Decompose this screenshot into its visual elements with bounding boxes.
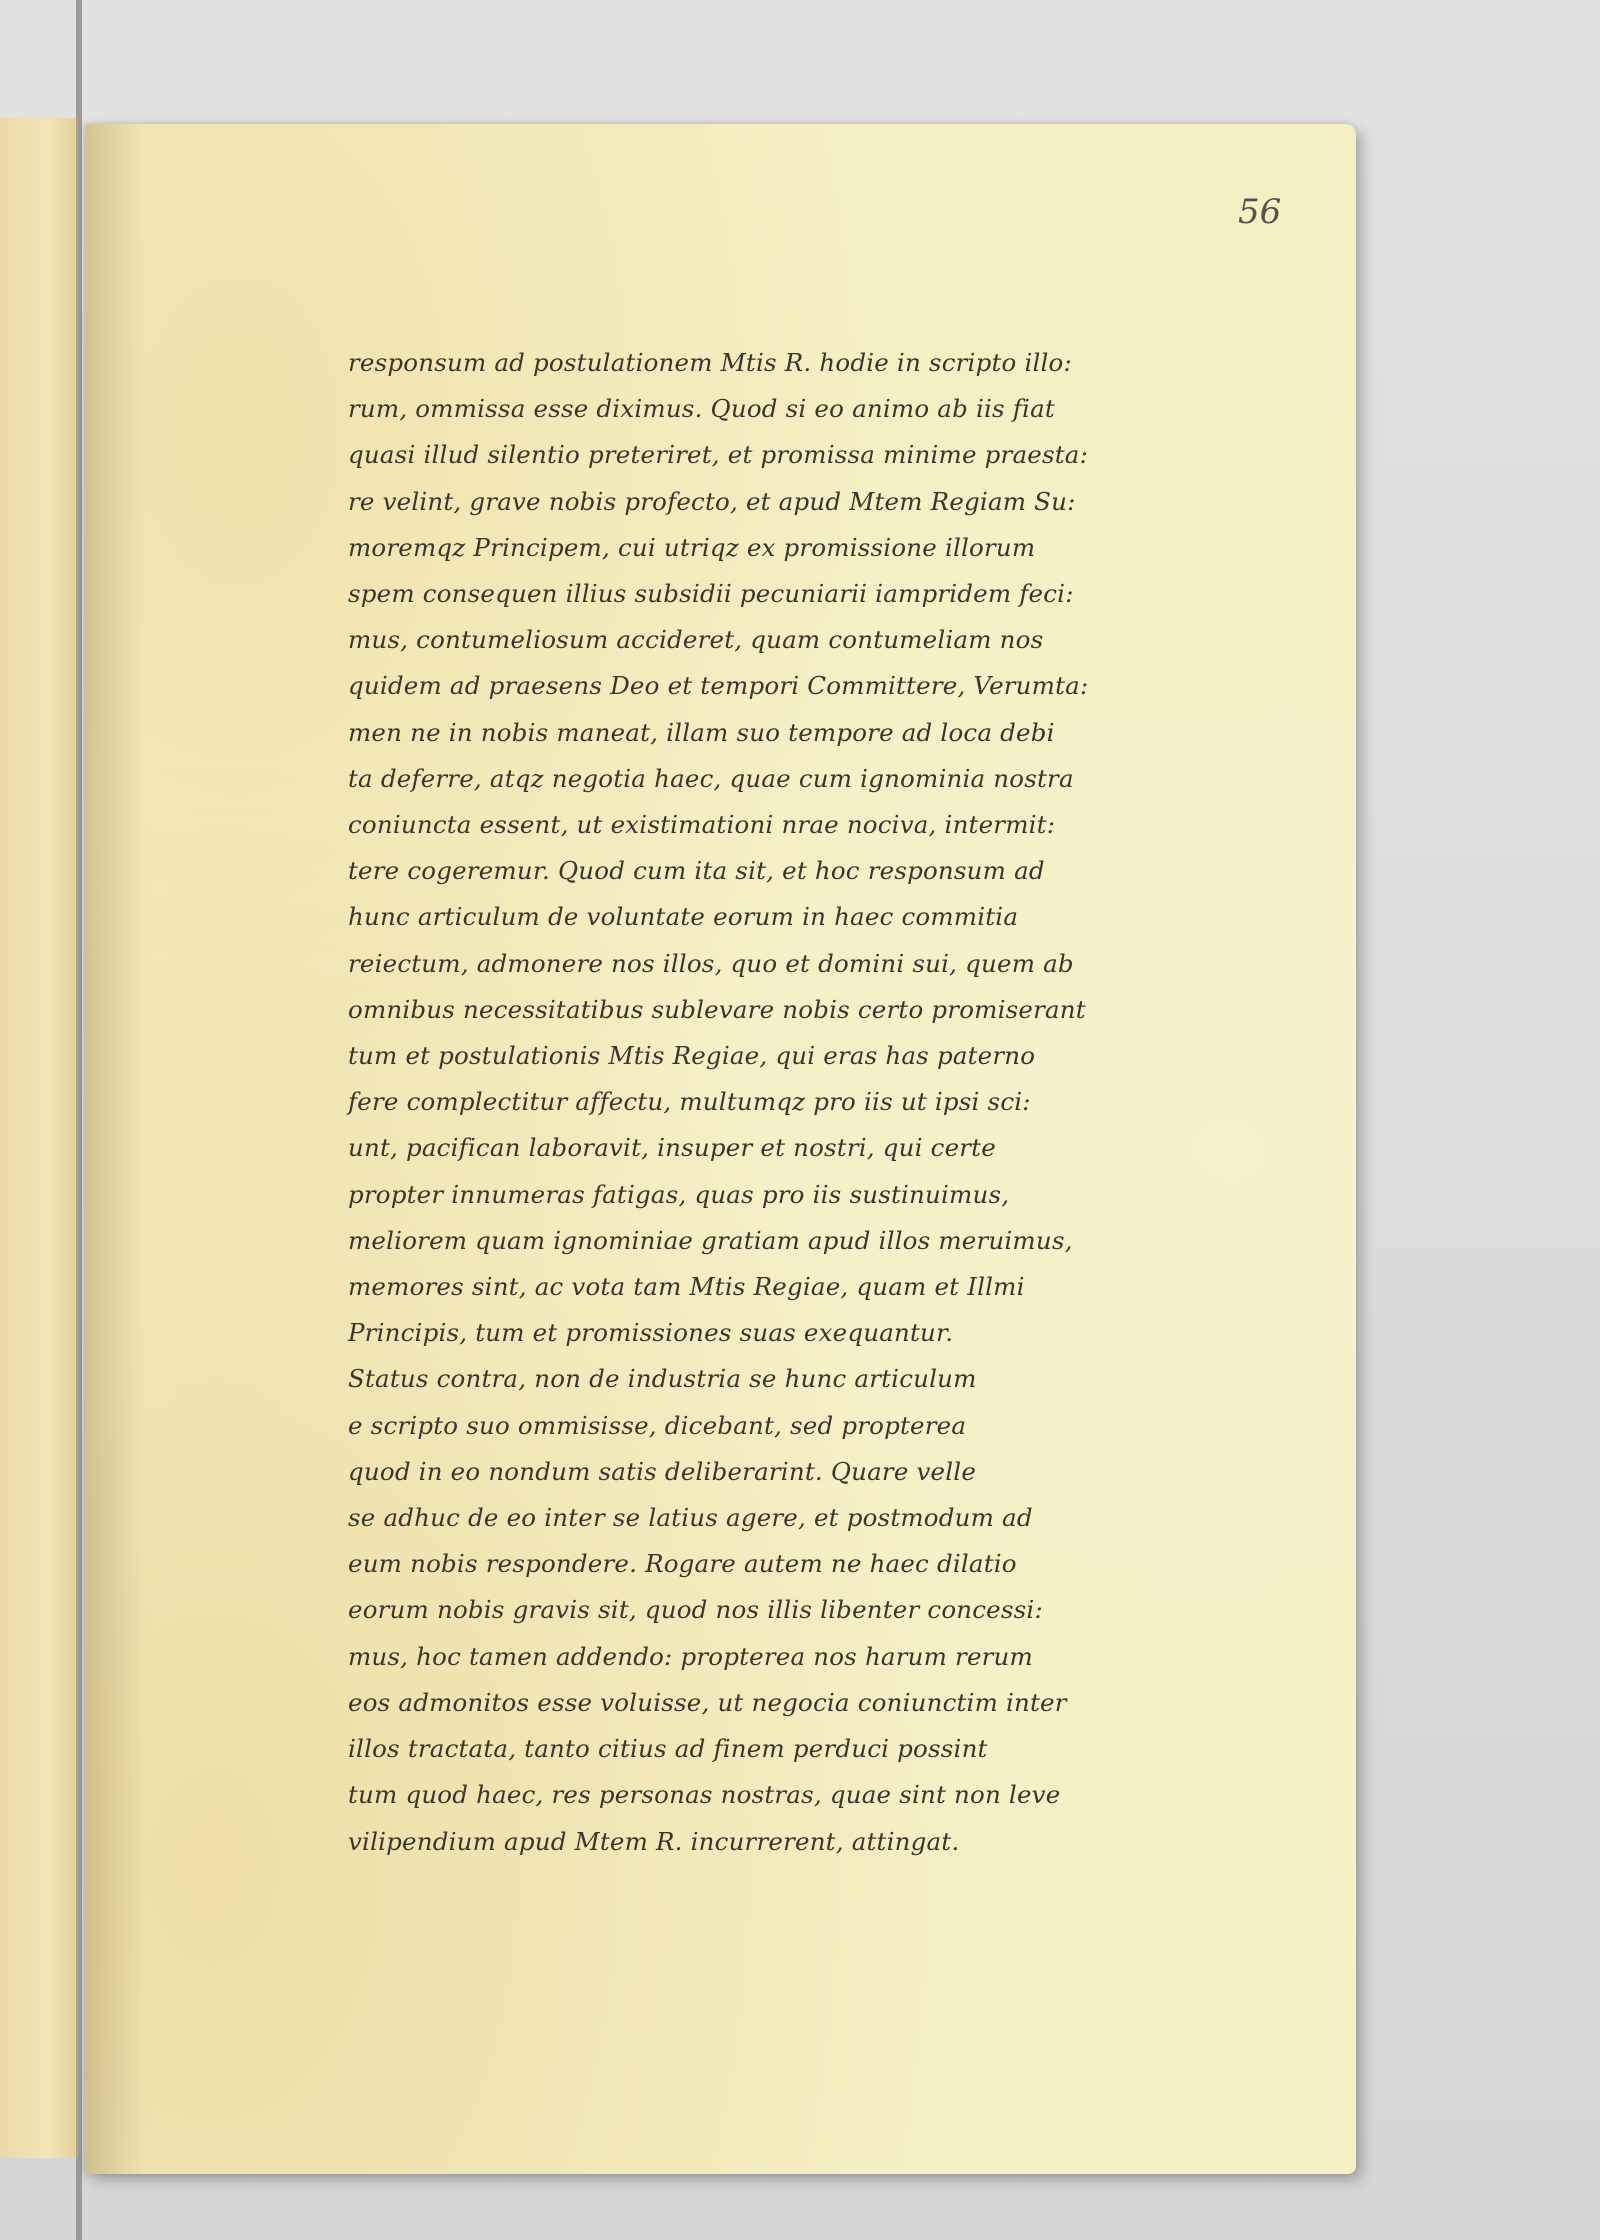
text-line: Principis, tum et promissiones suas exequantur. [348,1318,954,1348]
text-line: quasi illud silentio preteriret, et promissa minime praesta: [348,440,1089,470]
text-line: quod in eo nondum satis deliberarint. Quare velle [348,1456,977,1486]
text-line: omnibus necessitatibus sublevare nobis certo promiserant [348,994,1086,1024]
text-line: fere complectitur affectu, multumqz pro iis ut ipsi sci: [348,1087,1031,1117]
text-line: propter innumeras fatigas, quas pro iis sustinuimus, [348,1179,1010,1209]
text-line: vilipendium apud Mtem R. incurrerent, attingat. [348,1826,960,1856]
text-line: spem consequen illius subsidii pecuniarii iampridem feci: [348,579,1074,609]
text-line: tum quod haec, res personas nostras, quae sint non leve [348,1780,1061,1810]
text-line: rum, ommissa esse diximus. Quod si eo animo ab iis fiat [348,394,1055,424]
text-line: tere cogeremur. Quod cum ita sit, et hoc responsum ad [348,856,1045,886]
text-line: mus, hoc tamen addendo: propterea nos harum rerum [348,1641,1033,1671]
text-line: tum et postulationis Mtis Regiae, qui eras has paterno [348,1041,1036,1071]
manuscript-text [348,340,1178,1865]
text-line: reiectum, admonere nos illos, quo et domini sui, quem ab [348,948,1074,978]
text-line: eum nobis respondere. Rogare autem ne haec dilatio [348,1549,1017,1579]
text-line: unt, pacifican laboravit, insuper et nostri, qui certe [348,1133,996,1163]
text-line: mus, contumeliosum accideret, quam contumeliam nos [348,625,1044,655]
text-line: hunc articulum de voluntate eorum in haec commitia [348,902,1019,932]
text-line: eorum nobis gravis sit, quod nos illis libenter concessi: [348,1595,1043,1625]
text-line: meliorem quam ignominiae gratiam apud illos meruimus, [348,1225,1073,1255]
text-line: eos admonitos esse voluisse, ut negocia coniunctim inter [348,1687,1067,1717]
text-line: se adhuc de eo inter se latius agere, et postmodum ad [348,1503,1033,1533]
text-line: e scripto suo ommisisse, dicebant, sed propterea [348,1410,967,1440]
text-line: quidem ad praesens Deo et tempori Committere, Verumta: [348,671,1089,701]
text-line: re velint, grave nobis profecto, et apud Mtem Regiam Su: [348,486,1076,516]
text-line: Status contra, non de industria se hunc articulum [348,1364,977,1394]
text-line: ta deferre, atqz negotia haec, quae cum ignominia nostra [348,763,1074,793]
text-line: men ne in nobis maneat, illam suo tempore ad loca debi [348,717,1055,747]
left-page-strip [0,118,78,2158]
folio-number: 56 [1238,192,1282,232]
text-line: responsum ad postulationem Mtis R. hodie in scripto illo: [348,348,1072,377]
text-line: illos tractata, tanto citius ad finem perduci possint [348,1734,988,1764]
text-line: moremqz Principem, cui utriqz ex promissione illorum [348,532,1036,562]
text-line: memores sint, ac vota tam Mtis Regiae, quam et Illmi [348,1272,1025,1302]
text-line: coniuncta essent, ut existimationi nrae nociva, intermit: [348,810,1056,840]
